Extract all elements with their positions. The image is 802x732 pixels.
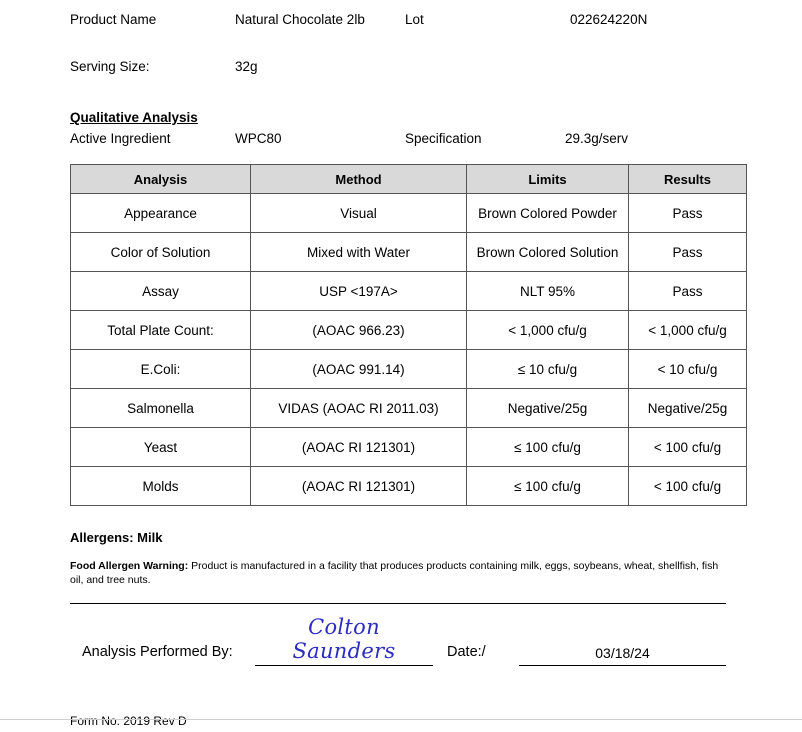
- table-row: [71, 194, 747, 233]
- cell-analysis: E.Coli:: [71, 350, 251, 389]
- specification-value: 29.3g/serv: [565, 131, 629, 146]
- cell-results: < 100 cfu/g: [629, 467, 747, 506]
- date-field[interactable]: 03/18/24: [519, 645, 726, 666]
- cell-method: VIDAS (AOAC RI 2011.03): [251, 389, 467, 428]
- food-allergen-warning-label: Food Allergen Warning:: [70, 560, 189, 572]
- analysis-performed-by-label: Analysis Performed By:: [82, 644, 233, 661]
- form-number: Form No. 2019 Rev D: [70, 714, 187, 729]
- table-row: [71, 311, 747, 350]
- cell-method: (AOAC 991.14): [251, 350, 467, 389]
- food-allergen-warning: [70, 559, 726, 587]
- active-ingredient-label: Active Ingredient: [70, 131, 171, 146]
- cell-results: Negative/25g: [629, 389, 747, 428]
- active-ingredient-value: WPC80: [235, 131, 282, 146]
- product-name-value: Natural Chocolate 2lb: [235, 12, 365, 27]
- lot-label: Lot: [405, 12, 424, 27]
- cell-limits: ≤ 10 cfu/g: [467, 350, 629, 389]
- cell-method: Visual: [251, 194, 467, 233]
- cell-limits: ≤ 100 cfu/g: [467, 428, 629, 467]
- cell-analysis: Appearance: [71, 194, 251, 233]
- cell-analysis: Salmonella: [71, 389, 251, 428]
- table-row: [71, 467, 747, 506]
- qualitative-analysis-title: Qualitative Analysis: [70, 110, 198, 125]
- column-header-results: Results: [629, 165, 747, 194]
- date-label: Date:/: [447, 644, 486, 661]
- cell-method: (AOAC RI 121301): [251, 428, 467, 467]
- cell-limits: NLT 95%: [467, 272, 629, 311]
- allergens-line: Allergens: Milk: [70, 530, 163, 545]
- cell-analysis: Molds: [71, 467, 251, 506]
- product-name-row: [70, 0, 732, 27]
- signature-field[interactable]: [255, 615, 433, 666]
- cell-limits: < 1,000 cfu/g: [467, 311, 629, 350]
- cell-results: < 10 cfu/g: [629, 350, 747, 389]
- cell-results: Pass: [629, 272, 747, 311]
- serving-size-row: [70, 27, 732, 74]
- product-name-label: Product Name: [70, 12, 157, 27]
- cell-method: (AOAC RI 121301): [251, 467, 467, 506]
- table-row: [71, 350, 747, 389]
- column-header-analysis: Analysis: [71, 165, 251, 194]
- serving-size-label: Serving Size:: [70, 59, 150, 74]
- cell-method: Mixed with Water: [251, 233, 467, 272]
- signature-name: Colton Saunders: [292, 615, 396, 664]
- cell-results: Pass: [629, 233, 747, 272]
- cell-method: (AOAC 966.23): [251, 311, 467, 350]
- active-ingredient-row: [70, 131, 732, 146]
- cell-limits: ≤ 100 cfu/g: [467, 467, 629, 506]
- table-row: [71, 272, 747, 311]
- cell-results: < 1,000 cfu/g: [629, 311, 747, 350]
- table-row: [71, 233, 747, 272]
- cell-results: < 100 cfu/g: [629, 428, 747, 467]
- cell-analysis: Color of Solution: [71, 233, 251, 272]
- cell-analysis: Yeast: [71, 428, 251, 467]
- lot-value: 022624220N: [570, 12, 648, 27]
- cell-method: USP <197A>: [251, 272, 467, 311]
- cell-limits: Brown Colored Powder: [467, 194, 629, 233]
- table-header-row: [71, 165, 747, 194]
- specification-label: Specification: [405, 131, 482, 146]
- cell-analysis: Assay: [71, 272, 251, 311]
- cell-results: Pass: [629, 194, 747, 233]
- signature-row: [70, 615, 726, 666]
- analysis-table: [70, 164, 747, 506]
- column-header-limits: Limits: [467, 165, 629, 194]
- table-row: [71, 389, 747, 428]
- table-row: [71, 428, 747, 467]
- column-header-method: Method: [251, 165, 467, 194]
- signature-divider: [70, 603, 726, 604]
- serving-size-value: 32g: [235, 59, 258, 74]
- cell-limits: Negative/25g: [467, 389, 629, 428]
- cell-analysis: Total Plate Count:: [71, 311, 251, 350]
- food-allergen-warning-text: Product is manufactured in a facility that produces products containing milk, eggs, soybeans, wheat, shellfish, fish oil, and tree nuts.: [70, 560, 719, 587]
- page-bottom-rule: [0, 719, 802, 720]
- cell-limits: Brown Colored Solution: [467, 233, 629, 272]
